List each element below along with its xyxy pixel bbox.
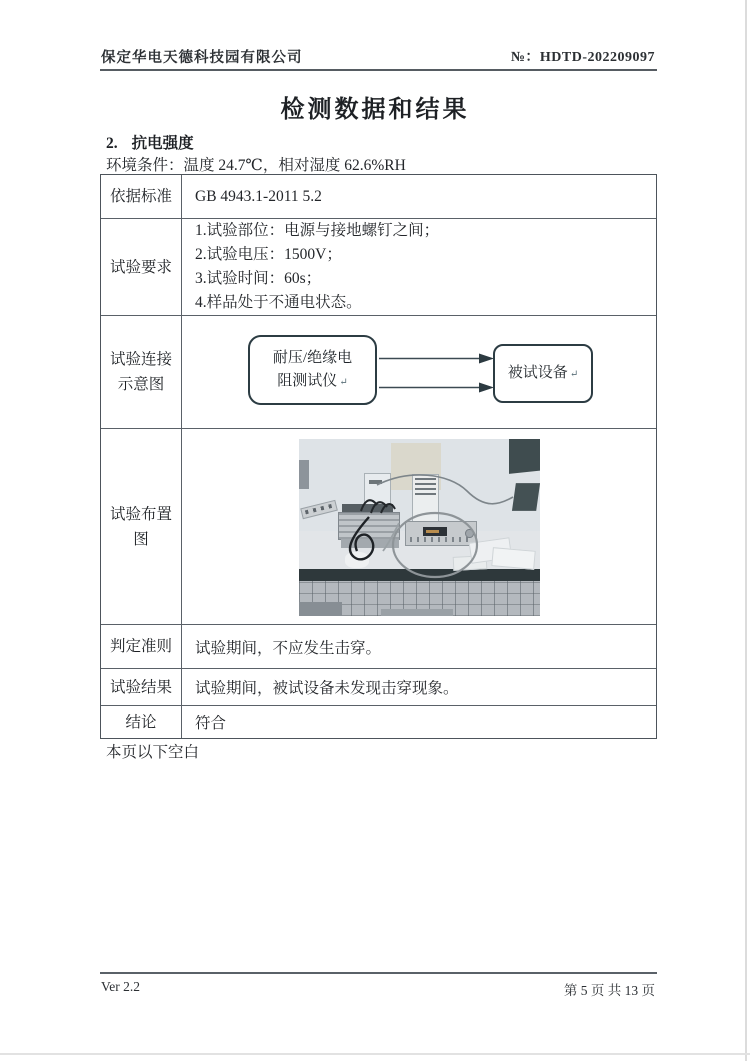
table-row: [101, 315, 656, 428]
table-row: [101, 705, 656, 738]
requirements-value: [182, 219, 656, 315]
standard-value: GB 4943.1-2011 5.2: [195, 187, 322, 205]
table-row: [101, 218, 656, 315]
test-setup-photo: [299, 439, 540, 616]
footer-version: Ver 2.2: [101, 979, 140, 994]
dut-box: [493, 344, 593, 403]
environment-conditions: 环境条件：温度 24.7℃，相对湿度 62.6%RH: [106, 157, 406, 174]
connection-diagram: [182, 316, 656, 428]
footer-page-info: 第 5 页 共 13 页: [563, 983, 655, 998]
paragraph-mark-icon: ↵: [339, 376, 348, 388]
report-number: №：HDTD-202209097: [510, 50, 655, 65]
result-value: 试验期间，被试设备未发现击穿现象。: [195, 680, 459, 697]
requirement-line: 2.试验电压：1500V；: [195, 246, 342, 263]
dut-box-label: 被试设备 ↵: [507, 364, 579, 381]
criterion-value: 试验期间，不应发生击穿。: [195, 639, 382, 657]
requirement-line: 3.试验时间：60s；: [195, 270, 322, 287]
test-layout-photo-cell: [182, 429, 656, 624]
requirement-line: 1.试验部位：电源与接地螺钉之间；: [195, 222, 440, 239]
footer-rule: [100, 972, 657, 974]
table-row: [101, 428, 656, 624]
section-heading: [106, 131, 194, 153]
blank-below-note: 本页以下空白: [106, 744, 200, 761]
row-label-requirements: 试验要求: [101, 219, 182, 315]
section-name: 抗电强度: [131, 135, 194, 152]
page-title: 检测数据和结果: [280, 97, 470, 123]
row-label-result: 试验结果: [101, 669, 182, 705]
photo-cables: [299, 439, 540, 616]
table-row: [101, 668, 656, 705]
results-table: [100, 174, 657, 739]
row-label-criterion: 判定准则: [101, 625, 182, 668]
table-row: [101, 175, 656, 218]
tester-box-line2: 阻测试仪 ↵: [277, 372, 348, 389]
row-label-layout-photo: 试验布置图: [101, 429, 182, 624]
tester-box: [248, 335, 377, 405]
company-name: 保定华电天德科技园有限公司: [101, 50, 303, 66]
tester-box-line1: 耐压/绝缘电: [272, 349, 353, 366]
table-row: [101, 624, 656, 668]
scan-edge-bottom: [0, 1053, 750, 1055]
scan-edge-right: [745, 0, 747, 1061]
row-label-standard: 依据标准: [101, 175, 182, 218]
section-number: 2.: [106, 135, 118, 152]
conclusion-value: 符合: [195, 715, 227, 732]
paragraph-mark-icon: ↵: [569, 368, 579, 380]
header-rule: [100, 69, 657, 71]
row-label-connection-diagram: 试验连接示意图: [101, 316, 182, 428]
requirement-line: 4.样品处于不通电状态。: [195, 294, 362, 311]
row-label-conclusion: 结论: [101, 706, 182, 738]
